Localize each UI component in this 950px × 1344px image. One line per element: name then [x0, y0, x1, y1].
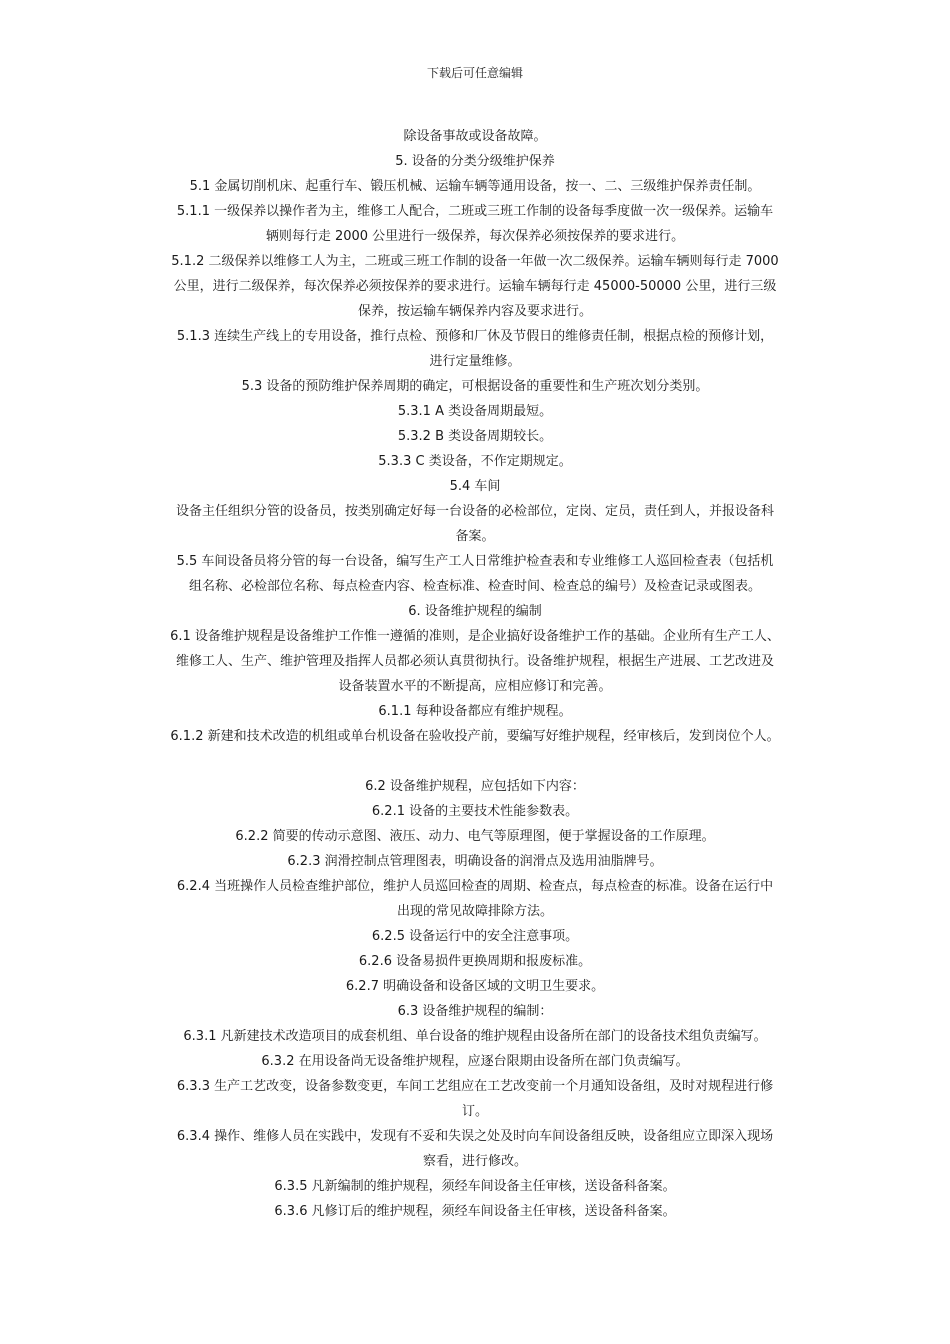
text-line: 公里，进行二级保养，每次保养必须按保养的要求进行。运输车辆每行走 45000-50000 公里，进行三级	[173, 279, 777, 294]
text-line: 订。	[461, 1104, 488, 1119]
text-line: 5.1.2 二级保养以维修工人为主，二班或三班工作制的设备一年做一次二级保养。运输车辆则每行走 7000	[171, 254, 779, 269]
text-line: 6.1.1 每种设备都应有维护规程。	[378, 704, 572, 719]
text-line: 6.3.3 生产工艺改变，设备参数变更，车间工艺组应在工艺改变前一个月通知设备组，及时对规程进行修	[176, 1079, 774, 1094]
text-line: 辆则每行走 2000 公里进行一级保养，每次保养必须按保养的要求进行。	[265, 229, 685, 244]
text-line: 5.4 车间	[449, 479, 501, 494]
text-line: 设备装置水平的不断提高，应相应修订和完善。	[338, 679, 612, 694]
text-line: 6.1.2 新建和技术改造的机组或单台机设备在验收投产前，要编写好维护规程，经审核后，发到岗位个人。	[170, 729, 780, 744]
text-line: 5.5 车间设备员将分管的每一台设备，编写生产工人日常维护检查表和专业维修工人巡回检查表（包括机	[176, 554, 774, 569]
text-line: 6.1 设备维护规程是设备维护工作惟一遵循的准则，是企业搞好设备维护工作的基础。企业所有生产工人、	[170, 629, 780, 644]
text-line: 6.3.1 凡新建技术改造项目的成套机组、单台设备的维护规程由设备所在部门的设备技术组负责编写。	[183, 1029, 767, 1044]
text-line: 6.2.1 设备的主要技术性能参数表。	[371, 804, 579, 819]
text-line: 6.3.5 凡新编制的维护规程，须经车间设备主任审核，送设备科备案。	[274, 1179, 676, 1194]
page-header: 下载后可任意编辑	[426, 66, 523, 80]
text-line: 备案。	[455, 529, 495, 544]
text-line: 6.2 设备维护规程，应包括如下内容：	[365, 779, 585, 794]
text-line: 5.3.1 A 类设备周期最短。	[397, 404, 553, 419]
text-line: 5.1.1 一级保养以操作者为主，维修工人配合，二班或三班工作制的设备每季度做一次一级保养。运输车	[176, 204, 774, 219]
text-line: 5.1 金属切削机床、起重行车、锻压机械、运输车辆等通用设备，按一、二、三级维护保养责任制。	[189, 179, 761, 194]
text-line: 6.3.4 操作、维修人员在实践中，发现有不妥和失误之处及时向车间设备组反映，设备组应立即深入现场	[176, 1129, 774, 1144]
text-line: 出现的常见故障排除方法。	[396, 904, 553, 919]
text-line: 6.2.7 明确设备和设备区域的文明卫生要求。	[345, 979, 605, 994]
text-line: 5.3 设备的预防维护保养周期的确定，可根据设备的重要性和生产班次划分类别。	[241, 379, 709, 394]
text-line: 除设备事故或设备故障。	[403, 129, 547, 144]
text-line: 5.1.3 连续生产线上的专用设备，推行点检、预修和厂休及节假日的维修责任制，根据点检的预修计划，	[176, 329, 774, 344]
text-line: 5. 设备的分类分级维护保养	[395, 154, 555, 169]
text-line: 6.2.3 润滑控制点管理图表，明确设备的润滑点及选用油脂牌号。	[287, 854, 663, 869]
text-line: 组名称、必检部位名称、每点检查内容、检查标准、检查时间、检查总的编号）及检查记录或图表。	[188, 579, 761, 594]
text-line: 6.2.4 当班操作人员检查维护部位，维护人员巡回检查的周期、检查点，每点检查的标准。设备在运行中	[176, 879, 774, 894]
text-line: 进行定量维修。	[429, 354, 521, 369]
text-line: 6.2.5 设备运行中的安全注意事项。	[371, 929, 579, 944]
text-line: 设备主任组织分管的设备员，按类别确定好每一台设备的必检部位，定岗、定员，责任到人，并报设备科	[175, 504, 774, 519]
text-line: 5.3.2 B 类设备周期较长。	[397, 429, 553, 444]
text-line: 6.3 设备维护规程的编制：	[397, 1004, 553, 1019]
text-line: 5.3.3 C 类设备，不作定期规定。	[378, 454, 572, 469]
text-line: 6.2.6 设备易损件更换周期和报废标准。	[358, 954, 592, 969]
text-line: 6.3.6 凡修订后的维护规程，须经车间设备主任审核，送设备科备案。	[274, 1204, 676, 1219]
document-body	[140, 124, 810, 1224]
text-line: 察看，进行修改。	[422, 1154, 527, 1169]
text-line: 6.2.2 简要的传动示意图、液压、动力、电气等原理图，便于掌握设备的工作原理。	[235, 829, 715, 844]
text-line: 保养，按运输车辆保养内容及要求进行。	[357, 304, 592, 319]
text-line: 维修工人、生产、维护管理及指挥人员都必须认真贯彻执行。设备维护规程，根据生产进展、工艺改进及	[175, 654, 774, 669]
blank-line	[140, 749, 810, 774]
text-line: 6. 设备维护规程的编制	[408, 604, 542, 619]
text-line: 6.3.2 在用设备尚无设备维护规程，应逐台限期由设备所在部门负责编写。	[261, 1054, 689, 1069]
